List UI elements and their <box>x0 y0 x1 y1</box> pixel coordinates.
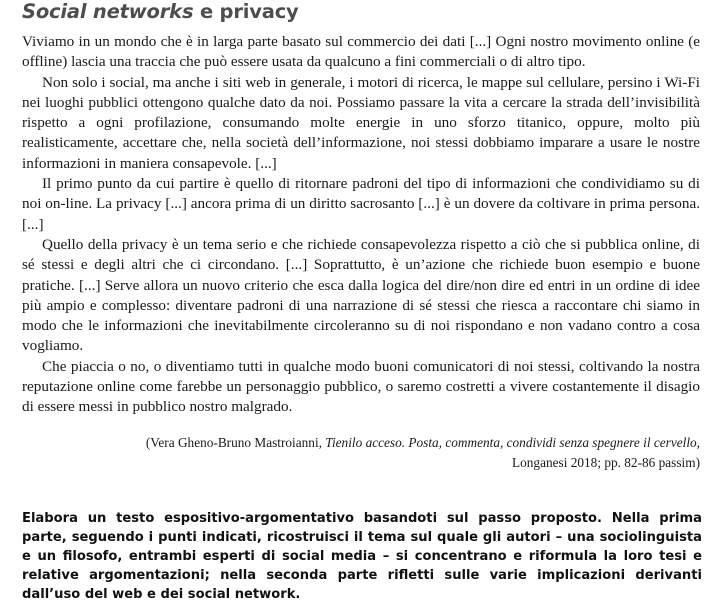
article-paragraph: Viviamo in un mondo che è in larga parte basato sul commercio dei dati [...] Ogni nostro movimento online (e offline) lascia una traccia che può essere usata da qualcuno a fini commerciali o di altro tipo. <box>22 33 700 71</box>
title-italic-part: Social networks <box>22 0 194 23</box>
citation-line-1 <box>22 433 700 453</box>
citation-publisher: Longanesi 2018; pp. 82-86 passim) <box>512 455 700 471</box>
article-paragraph: Il primo punto da cui partire è quello di ritornare padroni del tipo di informazioni che condividiamo su di noi on-line. La privacy [...] ancora prima di un diritto sacrosanto [...] è un dovere da coltivare in prima persona. [...] <box>22 175 700 233</box>
citation-work-title: Tienilo acceso. Posta, commenta, condividi senza spegnere il cervello, <box>325 435 700 450</box>
source-citation <box>22 433 700 474</box>
article-excerpt <box>22 32 700 418</box>
citation-authors: (Vera Gheno-Bruno Mastroianni, <box>145 435 326 450</box>
assignment-prompt: Elabora un testo espositivo-argomentativo basandoti sul passo proposto. Nella prima parte, seguendo i punti indicati, ricostruisci il tema sul quale gli autori – una sociolinguista e un filosofo, entrambi esperti di social media – si concentrano e riformula la loro tesi e relative argomentazioni; nella seconda parte rifletti sulle varie implicazioni derivanti dall’uso del web e dei social network. <box>22 511 702 602</box>
article-paragraph: Non solo i social, ma anche i siti web in generale, i motori di ricerca, le mappe sul cellulare, persino i Wi-Fi nei luoghi pubblici ottengono qualche dato da noi. Possiamo passare la vita a cercare la strada dell’invisibilità rispetto a ogni profilazione, consumando molte energie in uno sforzo titanico, oppure, molto più realisticamente, accettare che, nella società dell’informazione, noi stessi dobbiamo imparare a usare le nostre informazioni in maniera consapevole. [...] <box>22 73 700 172</box>
article-paragraph: Quello della privacy è un tema serio e che richiede consapevolezza rispetto a ciò che si pubblica online, di sé stessi e degli altri che ci circondano. [...] Soprattutto, è un’azione che richiede buon esempio e buone pratiche. [...] Serve allora un nuovo criterio che esca dalla logica del dire/non dire ed entri in un ordine di idee più ampio e complesso: diventare padroni di una narrazione di sé stessi che riesca a raccontare chi siamo in modo che le informazioni che inevitabilmente circoleranno su di noi rispondano e non vadano contro a cosa vogliamo. <box>22 235 700 355</box>
page-title <box>22 0 299 23</box>
title-rest-part: e privacy <box>193 0 299 23</box>
article-paragraph: Che piaccia o no, o diventiamo tutti in qualche modo buoni comunicatori di noi stessi, coltivando la nostra reputazione online come farebbe un personaggio pubblico, o saremo costretti a vivere costantemente il disagio di essere messi in pubblico nostro malgrado. <box>22 357 700 416</box>
